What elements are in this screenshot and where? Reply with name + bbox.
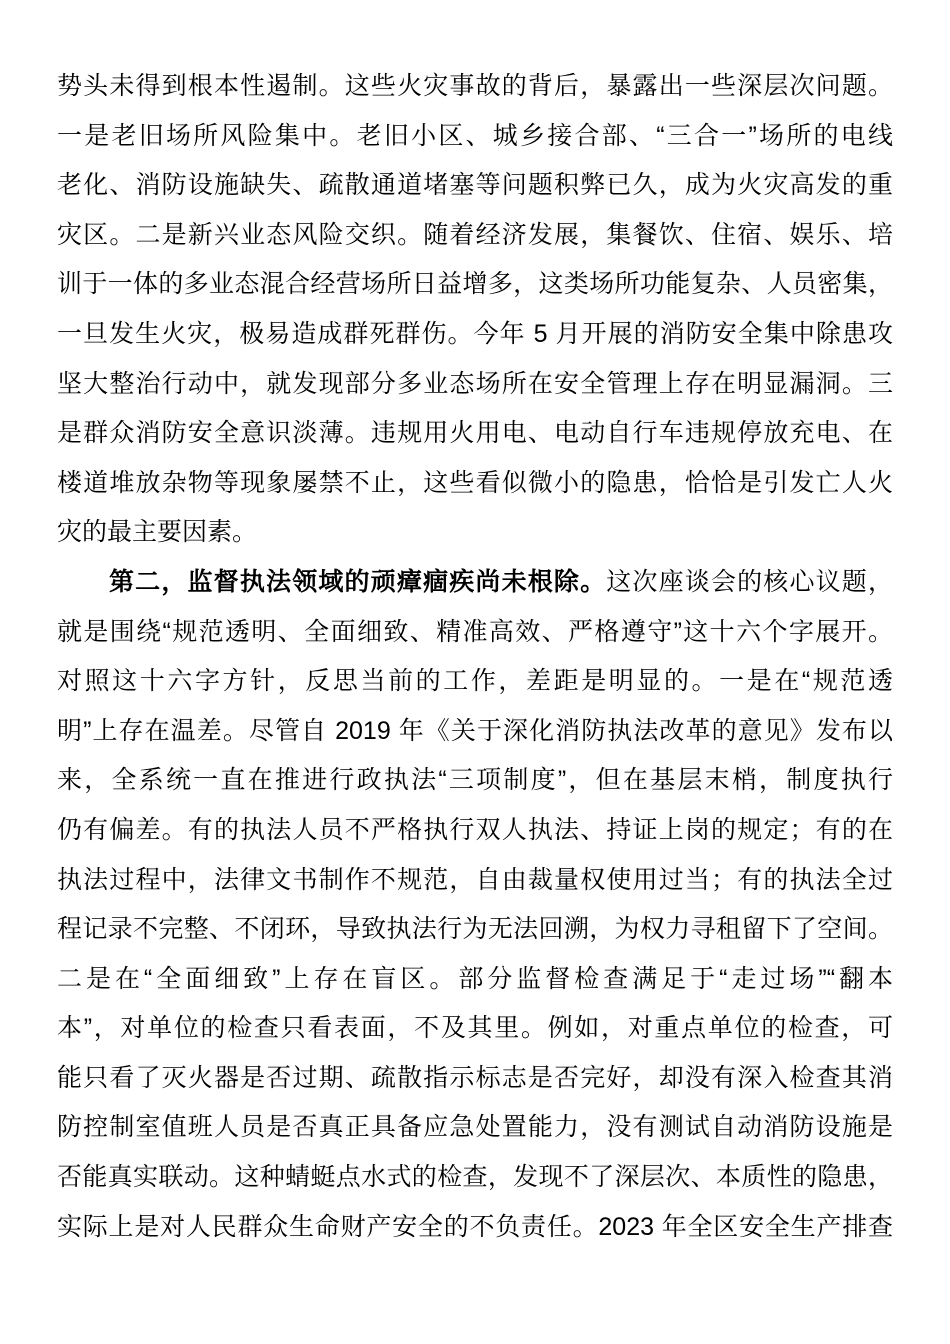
line-text: 二是在“全面细致”上存在盲区。部分监督检查满足于“走过场”“翻本 (57, 964, 893, 993)
line-text: 这次座谈会的核心议题， (606, 567, 893, 596)
text-line (57, 756, 893, 806)
line-text: 本”，对单位的检查只看表面，不及其里。例如，对重点单位的检查，可 (57, 1014, 893, 1043)
line-text: 势头未得到根本性遏制。这些火灾事故的背后，暴露出一些深层次问题。 (57, 72, 893, 100)
text-line (57, 856, 893, 906)
text-line (57, 955, 893, 1005)
line-text: 实际上是对人民群众生命财产安全的不负责任。2023 年全区安全生产排查 (57, 1212, 893, 1241)
line-text: 否能真实联动。这种蜻蜓点水式的检查，发现不了深层次、本质性的隐患， (57, 1163, 893, 1192)
line-text: 能只看了灭火器是否过期、疏散指示标志是否完好，却没有深入检查其消 (57, 1063, 893, 1092)
line-text: 程记录不完整、不闭环，导致执法行为无法回溯，为权力寻租留下了空间。 (57, 915, 893, 944)
text-line (57, 310, 893, 360)
line-text: 防控制室值班人员是否真正具备应急处置能力，没有测试自动消防设施是 (57, 1113, 893, 1142)
text-line (57, 905, 893, 955)
line-text: 坚大整治行动中，就发现部分多业态场所在安全管理上存在明显漏洞。三 (57, 369, 893, 398)
document-text-block (57, 62, 893, 1252)
text-line (57, 806, 893, 856)
text-line (57, 657, 893, 707)
line-text: 老化、消防设施缺失、疏散通道堵塞等问题积弊已久，成为火灾高发的重 (57, 171, 893, 200)
line-text: 灾的最主要因素。 (57, 518, 258, 547)
text-line (57, 62, 893, 112)
line-text: 楼道堆放杂物等现象屡禁不止，这些看似微小的隐患，恰恰是引发亡人火 (57, 468, 893, 497)
text-line (57, 1004, 893, 1054)
line-text: 是群众消防安全意识淡薄。违规用火用电、电动自行车违规停放充电、在 (57, 419, 893, 448)
line-text: 就是围绕“规范透明、全面细致、精准高效、严格遵守”这十六个字展开。 (57, 617, 893, 646)
text-line (57, 1054, 893, 1104)
text-line (57, 558, 893, 608)
line-text: 灾区。二是新兴业态风险交织。随着经济发展，集餐饮、住宿、娱乐、培 (57, 220, 893, 249)
text-line (57, 161, 893, 211)
text-line (57, 707, 893, 757)
line-text: 明”上存在温差。尽管自 2019 年《关于深化消防执法改革的意见》发布以 (57, 716, 893, 745)
text-line (57, 608, 893, 658)
text-line (57, 112, 893, 162)
line-text: 执法过程中，法律文书制作不规范，自由裁量权使用过当；有的执法全过 (57, 865, 893, 894)
text-line (57, 1103, 893, 1153)
line-text: 仍有偏差。有的执法人员不严格执行双人执法、持证上岗的规定；有的在 (57, 815, 893, 844)
text-line (57, 508, 893, 558)
line-text: 训于一体的多业态混合经营场所日益增多，这类场所功能复杂、人员密集， (57, 270, 893, 299)
text-line (57, 360, 893, 410)
text-line (57, 260, 893, 310)
line-text: 来，全系统一直在推进行政执法“三项制度”，但在基层末梢，制度执行 (57, 766, 893, 795)
line-text: 对照这十六字方针，反思当前的工作，差距是明显的。一是在“规范透 (57, 667, 893, 696)
text-line (57, 211, 893, 261)
bold-lead-text: 第二，监督执法领域的顽瘴痼疾尚未根除。 (109, 567, 607, 596)
text-line (57, 1203, 893, 1253)
text-line (57, 1153, 893, 1203)
line-text: 一旦发生火灾，极易造成群死群伤。今年 5 月开展的消防安全集中除患攻 (57, 319, 893, 348)
text-line (57, 409, 893, 459)
text-line (57, 459, 893, 509)
line-text: 一是老旧场所风险集中。老旧小区、城乡接合部、“三合一”场所的电线 (57, 121, 893, 150)
